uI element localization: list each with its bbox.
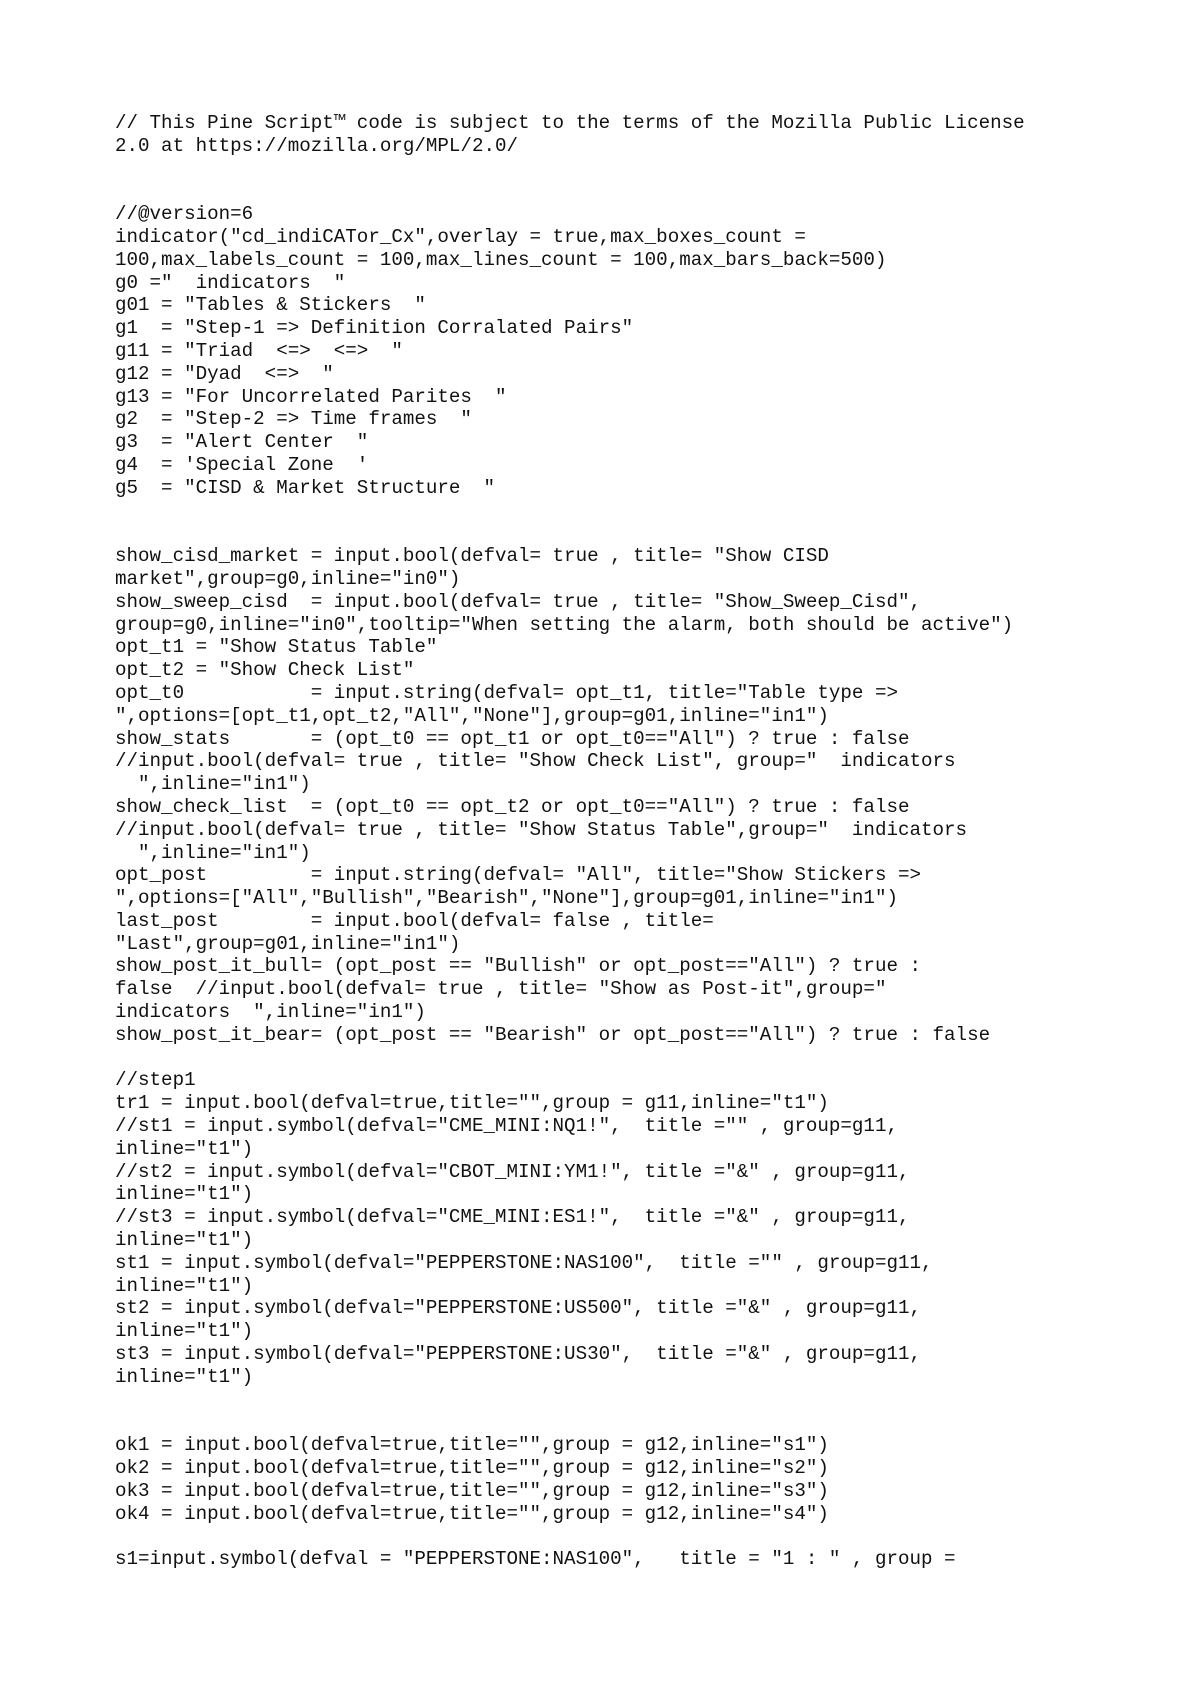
- code-line: g1 = "Step-1 => Definition Corralated Pairs": [115, 317, 634, 340]
- code-line: opt_post = input.string(defval= "All", title="Show Stickers =>: [115, 864, 922, 887]
- code-line: //st1 = input.symbol(defval="CME_MINI:NQ1!", title ="" , group=g11,: [115, 1115, 898, 1138]
- code-line: ",options=[opt_t1,opt_t2,"All","None"],group=g01,inline="in1"): [115, 704, 829, 727]
- code-line: [115, 1525, 1175, 1548]
- code-line: ok2 = input.bool(defval=true,title="",group = g12,inline="s2"): [115, 1457, 829, 1480]
- code-line: "Last",group=g01,inline="in1"): [115, 932, 461, 955]
- code-line: g5 = "CISD & Market Structure ": [115, 476, 495, 499]
- code-line: st3 = input.symbol(defval="PEPPERSTONE:US30", title ="&" , group=g11,: [115, 1343, 922, 1366]
- code-line: show_stats = (opt_t0 == opt_t1 or opt_t0=="All") ? true : false: [115, 727, 910, 750]
- code-line: [115, 522, 1175, 545]
- code-line: inline="t1"): [115, 1137, 254, 1160]
- code-line: group=g0,inline="in0",tooltip="When setting the alarm, both should be active"): [115, 613, 1014, 636]
- code-line: last_post = input.bool(defval= false , title=: [115, 909, 714, 932]
- code-line: show_post_it_bull= (opt_post == "Bullish" or opt_post=="All") ? true :: [115, 955, 922, 978]
- code-line: inline="t1"): [115, 1365, 254, 1388]
- code-line: g11 = "Triad <=> <=> ": [115, 339, 403, 362]
- code-line: g0 =" indicators ": [115, 271, 346, 294]
- code-line: [115, 1411, 1175, 1434]
- code-line: g13 = "For Uncorrelated Parites ": [115, 385, 507, 408]
- code-line: inline="t1"): [115, 1320, 254, 1343]
- code-line: 2.0 at https://mozilla.org/MPL/2.0/: [115, 134, 519, 157]
- code-line: s1=input.symbol(defval = "PEPPERSTONE:NAS100", title = "1 : " , group =: [115, 1548, 956, 1571]
- code-line: ok4 = input.bool(defval=true,title="",group = g12,inline="s4"): [115, 1502, 829, 1525]
- code-line: //@version=6: [115, 203, 254, 226]
- code-line: st1 = input.symbol(defval="PEPPERSTONE:NAS100", title ="" , group=g11,: [115, 1251, 933, 1274]
- code-line: ",options=["All","Bullish","Bearish","None"],group=g01,inline="in1"): [115, 887, 898, 910]
- code-line: //step1: [115, 1069, 196, 1092]
- code-line: opt_t2 = "Show Check List": [115, 659, 415, 682]
- code-line: //input.bool(defval= true , title= "Show Status Table",group=" indicators: [115, 818, 968, 841]
- code-line: show_sweep_cisd = input.bool(defval= true , title= "Show_Sweep_Cisd",: [115, 590, 922, 613]
- code-line: inline="t1"): [115, 1274, 254, 1297]
- code-listing: [115, 112, 1175, 1571]
- code-line: //st3 = input.symbol(defval="CME_MINI:ES1!", title ="&" , group=g11,: [115, 1206, 910, 1229]
- code-line: indicator("cd_indiCATor_Cx",overlay = true,max_boxes_count =: [115, 225, 806, 248]
- code-line: ",inline="in1"): [115, 841, 311, 864]
- code-line: //input.bool(defval= true , title= "Show Check List", group=" indicators: [115, 750, 956, 773]
- code-line: // This Pine Script™ code is subject to the terms of the Mozilla Public License: [115, 112, 1025, 134]
- code-line: market",group=g0,inline="in0"): [115, 567, 461, 590]
- code-line: inline="t1"): [115, 1229, 254, 1252]
- code-line: [115, 500, 1175, 523]
- code-line: g01 = "Tables & Stickers ": [115, 294, 426, 317]
- code-line: ok1 = input.bool(defval=true,title="",group = g12,inline="s1"): [115, 1434, 829, 1457]
- code-line: tr1 = input.bool(defval=true,title="",group = g11,inline="t1"): [115, 1092, 829, 1115]
- code-line: g3 = "Alert Center ": [115, 431, 369, 454]
- code-line: show_post_it_bear= (opt_post == "Bearish" or opt_post=="All") ? true : false: [115, 1023, 991, 1046]
- code-line: 100,max_labels_count = 100,max_lines_count = 100,max_bars_back=500): [115, 248, 887, 271]
- code-line: show_check_list = (opt_t0 == opt_t2 or opt_t0=="All") ? true : false: [115, 795, 910, 818]
- code-line: inline="t1"): [115, 1183, 254, 1206]
- code-line: [115, 158, 1175, 181]
- code-line: show_cisd_market = input.bool(defval= true , title= "Show CISD: [115, 545, 829, 568]
- code-line: [115, 1047, 1175, 1070]
- code-line: ",inline="in1"): [115, 773, 311, 796]
- code-line: indicators ",inline="in1"): [115, 1001, 426, 1024]
- code-line: opt_t0 = input.string(defval= opt_t1, title="Table type =>: [115, 681, 898, 704]
- code-line: [115, 1389, 1175, 1412]
- code-line: opt_t1 = "Show Status Table": [115, 636, 438, 659]
- code-line: //st2 = input.symbol(defval="CBOT_MINI:YM1!", title ="&" , group=g11,: [115, 1160, 910, 1183]
- code-line: ok3 = input.bool(defval=true,title="",group = g12,inline="s3"): [115, 1479, 829, 1502]
- code-line: g2 = "Step-2 => Time frames ": [115, 408, 472, 431]
- code-line: false //input.bool(defval= true , title= "Show as Post-it",group=": [115, 978, 887, 1001]
- code-line: [115, 180, 1175, 203]
- code-line: g4 = 'Special Zone ': [115, 453, 369, 476]
- code-line: st2 = input.symbol(defval="PEPPERSTONE:US500", title ="&" , group=g11,: [115, 1297, 922, 1320]
- code-line: g12 = "Dyad <=> ": [115, 362, 334, 385]
